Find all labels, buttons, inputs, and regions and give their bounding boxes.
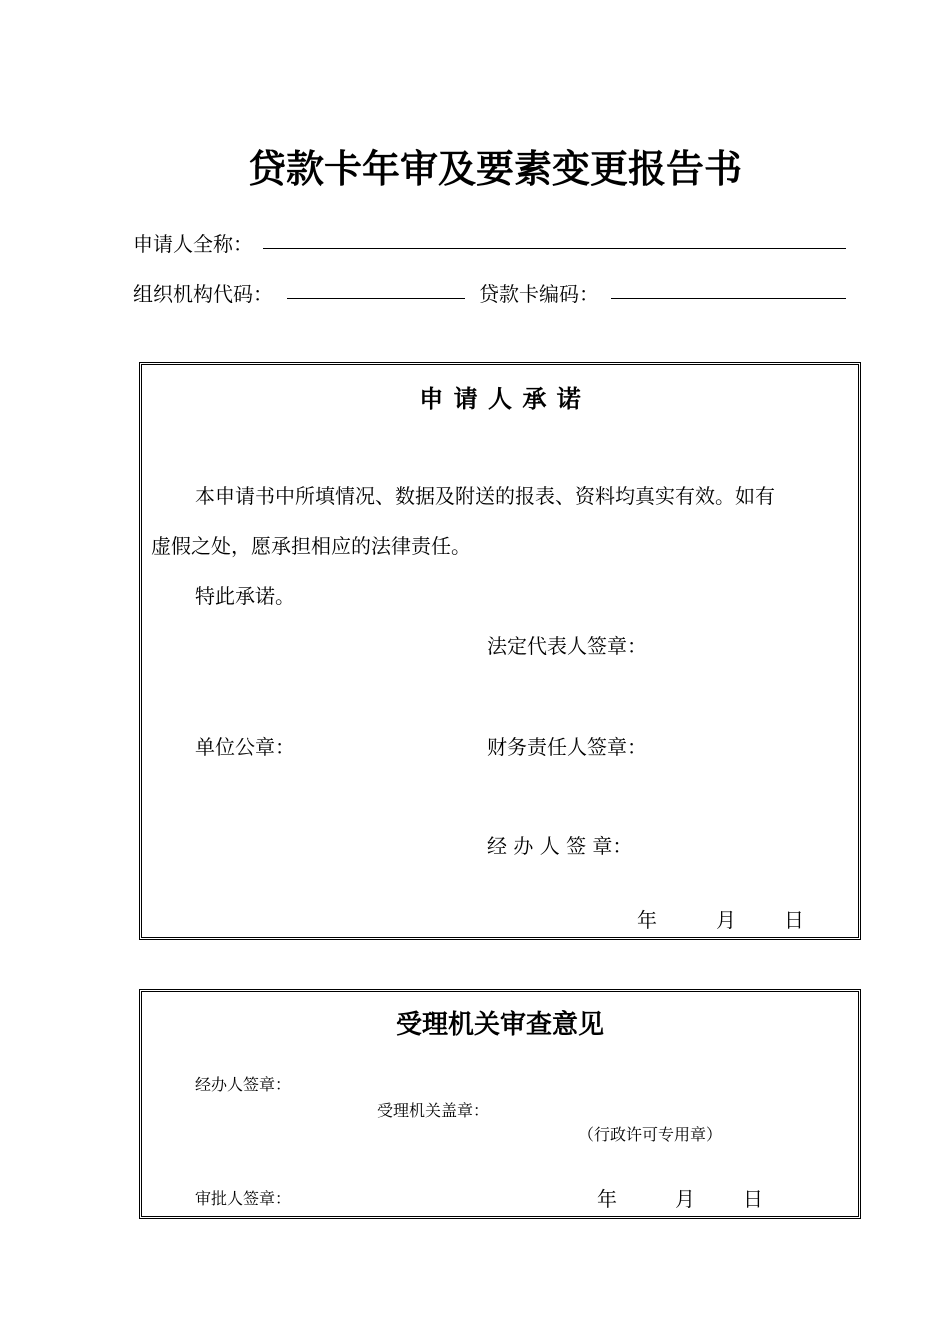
document-title: 贷款卡年审及要素变更报告书	[247, 147, 742, 191]
commitment-date-day: 日	[784, 908, 804, 932]
review-date-year: 年	[597, 1187, 617, 1211]
review-date-day: 日	[743, 1187, 763, 1211]
agency-seal-label: 受理机关盖章：	[377, 1101, 490, 1120]
review-opinion-box	[139, 989, 861, 1219]
org-code-label: 组织机构代码：	[133, 282, 273, 306]
commitment-paragraph-line2: 虚假之处，愿承担相应的法律责任。	[151, 534, 471, 558]
org-code-field[interactable]	[287, 298, 465, 299]
review-heading: 受理机关审查意见	[395, 1010, 604, 1040]
applicant-commitment-box	[139, 362, 861, 940]
applicant-name-field[interactable]	[263, 248, 846, 249]
commitment-date-month: 月	[716, 908, 736, 932]
unit-seal-label: 单位公章：	[195, 735, 295, 759]
finance-sign-label: 财务责任人签章：	[487, 735, 647, 759]
commitment-closing: 特此承诺。	[195, 584, 295, 608]
commitment-paragraph-line1: 本申请书中所填情况、数据及附送的报表、资料均真实有效。如有	[195, 484, 775, 508]
seal-note: （行政许可专用章）	[578, 1125, 723, 1144]
commitment-date-year: 年	[637, 908, 657, 932]
handler-sign-label: 经 办 人 签 章：	[487, 834, 633, 858]
legal-rep-sign-label: 法定代表人签章：	[487, 634, 647, 658]
review-date-month: 月	[675, 1187, 695, 1211]
loan-card-no-field[interactable]	[611, 298, 846, 299]
approver-sign-label: 审批人签章：	[195, 1189, 292, 1208]
commitment-heading: 申 请 人 承 诺	[419, 385, 581, 413]
applicant-name-label: 申请人全称：	[133, 232, 253, 256]
review-handler-sign-label: 经办人签章：	[195, 1075, 292, 1094]
loan-card-no-label: 贷款卡编码：	[479, 282, 599, 306]
